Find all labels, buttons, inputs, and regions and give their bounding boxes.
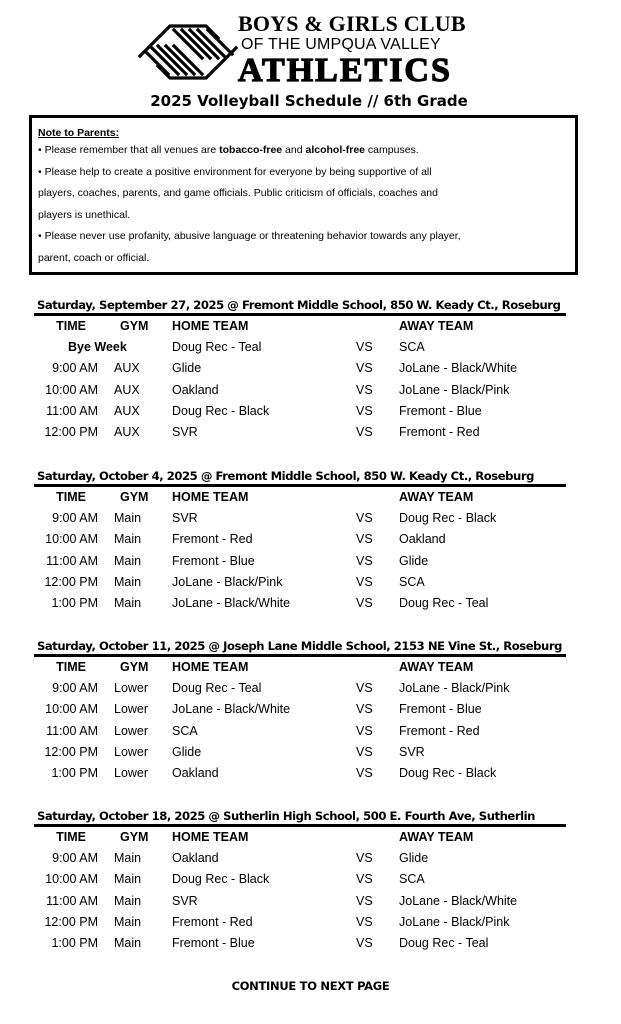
- section-title: Saturday, October 18, 2025 @ Sutherlin High School, 500 E. Fourth Ave, Sutherlin: [34, 808, 566, 827]
- handshake-icon: [136, 16, 240, 88]
- home-team: Doug Rec - Teal: [172, 340, 262, 355]
- game-time: 9:00 AM: [52, 851, 98, 866]
- away-team: SCA: [399, 574, 425, 589]
- away-team: JoLane - Black/Pink: [399, 681, 510, 696]
- game-gym: Main: [114, 511, 142, 526]
- game-time: 9:00 AM: [52, 681, 98, 696]
- home-team: Doug Rec - Black: [172, 872, 270, 887]
- game-row: [34, 358, 566, 379]
- game-time: 11:00 AM: [46, 723, 98, 738]
- game-gym: Lower: [114, 723, 149, 738]
- note-line: [38, 226, 571, 248]
- col-time: TIME: [56, 660, 86, 674]
- org-name: BOYS & GIRLS CLUB: [238, 11, 466, 36]
- game-time: 11:00 AM: [46, 403, 98, 418]
- game-row: [34, 891, 566, 912]
- away-team: SCA: [399, 340, 425, 355]
- home-team: Doug Rec - Black: [172, 403, 270, 418]
- game-time: 11:00 AM: [46, 553, 98, 568]
- game-gym: Lower: [114, 744, 149, 759]
- game-time: 10:00 AM: [45, 382, 98, 397]
- vs-label: VS: [356, 595, 373, 610]
- column-header-row: [34, 657, 566, 678]
- vs-label: VS: [356, 935, 373, 950]
- note-text: and: [282, 144, 306, 156]
- org-athletics: ATHLETICS: [238, 52, 452, 89]
- column-header-row: [34, 316, 566, 337]
- away-team: Fremont - Blue: [399, 702, 482, 717]
- away-team: Fremont - Red: [399, 723, 480, 738]
- game-time: 10:00 AM: [45, 532, 98, 547]
- game-row: [34, 529, 566, 550]
- home-team: SVR: [172, 511, 198, 526]
- vs-label: VS: [356, 914, 373, 929]
- game-row: [34, 508, 566, 529]
- away-team: Glide: [399, 553, 429, 568]
- col-gym: GYM: [120, 490, 149, 504]
- game-row: [34, 869, 566, 890]
- game-row: [34, 912, 566, 933]
- note-line: players is unethical.: [38, 208, 131, 221]
- home-team: JoLane - Black/White: [172, 595, 291, 610]
- bullet: •: [38, 165, 42, 178]
- bye-label: Bye Week: [68, 340, 127, 355]
- game-row: [34, 933, 566, 954]
- page-header: [0, 0, 621, 112]
- away-team: SVR: [399, 744, 425, 759]
- away-team: JoLane - Black/White: [399, 361, 518, 376]
- home-team: SVR: [172, 893, 198, 908]
- game-gym: Lower: [114, 681, 149, 696]
- away-team: Oakland: [399, 532, 446, 547]
- away-team: Doug Rec - Teal: [399, 935, 489, 950]
- section-title: Saturday, September 27, 2025 @ Fremont Middle School, 850 W. Keady Ct., Roseburg: [34, 297, 566, 316]
- home-team: Fremont - Blue: [172, 553, 255, 568]
- game-time: 1:00 PM: [51, 765, 98, 780]
- home-team: Oakland: [172, 851, 219, 866]
- vs-label: VS: [356, 532, 373, 547]
- note-to-parents: [29, 115, 578, 275]
- vs-label: VS: [356, 424, 373, 439]
- game-gym: AUX: [114, 361, 140, 376]
- vs-label: VS: [356, 744, 373, 759]
- note-line: parent, coach or official.: [38, 251, 150, 264]
- away-team: Doug Rec - Teal: [399, 595, 489, 610]
- schedule-section: [34, 808, 566, 954]
- game-time: 10:00 AM: [45, 702, 98, 717]
- col-gym: GYM: [120, 660, 149, 674]
- game-row: [34, 551, 566, 572]
- away-team: Doug Rec - Black: [399, 511, 497, 526]
- col-away: AWAY TEAM: [399, 319, 474, 333]
- bullet: •: [38, 230, 42, 242]
- page-title: [0, 91, 621, 111]
- col-gym: GYM: [120, 319, 149, 333]
- away-team: JoLane - Black/Pink: [399, 382, 510, 397]
- game-time: 9:00 AM: [52, 511, 98, 526]
- game-gym: Main: [114, 914, 142, 929]
- home-team: Fremont - Blue: [172, 935, 255, 950]
- game-row: [34, 699, 566, 720]
- away-team: JoLane - Black/White: [399, 893, 518, 908]
- vs-label: VS: [356, 511, 373, 526]
- game-row: [34, 593, 566, 614]
- game-time: 12:00 PM: [44, 744, 98, 759]
- game-row: [34, 763, 566, 784]
- schedule-section: [34, 297, 566, 443]
- game-row: [34, 572, 566, 593]
- vs-label: VS: [356, 553, 373, 568]
- col-home: HOME TEAM: [172, 660, 249, 674]
- home-team: SVR: [172, 424, 198, 439]
- col-gym: GYM: [120, 830, 149, 844]
- note-text: campuses.: [365, 144, 419, 156]
- game-time: 9:00 AM: [52, 361, 98, 376]
- org-subname: OF THE UMPQUA VALLEY: [241, 36, 441, 53]
- col-home: HOME TEAM: [172, 319, 249, 333]
- bye-row: [34, 337, 566, 358]
- vs-label: VS: [356, 681, 373, 696]
- vs-label: VS: [356, 382, 373, 397]
- game-row: [34, 422, 566, 443]
- page-title-text: 2025 Volleyball Schedule // 6th Grade: [150, 92, 468, 110]
- col-time: TIME: [56, 490, 86, 504]
- away-team: Fremont - Red: [399, 424, 480, 439]
- game-gym: Lower: [114, 765, 149, 780]
- note-text: Please never use profanity, abusive language or threatening behavior towards any player,: [41, 230, 461, 242]
- game-time: 12:00 PM: [44, 914, 98, 929]
- vs-label: VS: [356, 361, 373, 376]
- continue-next-page: CONTINUE TO NEXT PAGE: [231, 979, 390, 993]
- game-time: 1:00 PM: [51, 935, 98, 950]
- game-gym: AUX: [114, 403, 140, 418]
- col-time: TIME: [56, 830, 86, 844]
- vs-label: VS: [356, 702, 373, 717]
- note-text: Please help to create a positive environment for everyone by being supportive of all: [41, 165, 432, 178]
- home-team: JoLane - Black/Pink: [172, 574, 283, 589]
- game-row: [34, 401, 566, 422]
- game-row: [34, 848, 566, 869]
- game-gym: AUX: [114, 382, 140, 397]
- vs-label: VS: [356, 872, 373, 887]
- game-row: [34, 380, 566, 401]
- vs-label: VS: [356, 851, 373, 866]
- note-bold: tobacco-free: [219, 144, 283, 156]
- game-gym: Main: [114, 935, 142, 950]
- col-home: HOME TEAM: [172, 830, 249, 844]
- section-title: Saturday, October 11, 2025 @ Joseph Lane Middle School, 2153 NE Vine St., Roseburg: [34, 638, 566, 657]
- home-team: Fremont - Red: [172, 914, 253, 929]
- game-gym: Main: [114, 893, 142, 908]
- away-team: Fremont - Blue: [399, 403, 482, 418]
- home-team: Fremont - Red: [172, 532, 253, 547]
- note-bold: alcohol-free: [305, 144, 366, 156]
- game-time: 11:00 AM: [46, 893, 98, 908]
- game-gym: AUX: [114, 424, 140, 439]
- away-team: Glide: [399, 851, 429, 866]
- game-gym: Main: [114, 553, 142, 568]
- col-away: AWAY TEAM: [399, 660, 474, 674]
- game-row: [34, 721, 566, 742]
- home-team: Glide: [172, 361, 202, 376]
- col-home: HOME TEAM: [172, 490, 249, 504]
- vs-label: VS: [356, 403, 373, 418]
- game-time: 1:00 PM: [51, 595, 98, 610]
- game-gym: Main: [114, 595, 142, 610]
- vs-label: VS: [356, 340, 373, 355]
- col-away: AWAY TEAM: [399, 490, 474, 504]
- away-team: SCA: [399, 872, 425, 887]
- game-gym: Main: [114, 532, 142, 547]
- note-line: [38, 140, 571, 162]
- home-team: Glide: [172, 744, 202, 759]
- vs-label: VS: [356, 893, 373, 908]
- game-gym: Main: [114, 851, 142, 866]
- game-row: [34, 742, 566, 763]
- bullet: •: [38, 144, 42, 156]
- home-team: JoLane - Black/White: [172, 702, 291, 717]
- schedule-section: [34, 468, 566, 614]
- note-line: [38, 162, 571, 184]
- col-away: AWAY TEAM: [399, 830, 474, 844]
- game-gym: Lower: [114, 702, 149, 717]
- away-team: Doug Rec - Black: [399, 765, 497, 780]
- home-team: Oakland: [172, 382, 219, 397]
- vs-label: VS: [356, 574, 373, 589]
- game-time: 12:00 PM: [44, 424, 98, 439]
- note-line: players, coaches, parents, and game officials. Public criticism of officials, coaches and: [38, 187, 438, 199]
- note-text: Please remember that all venues are: [41, 144, 220, 156]
- col-time: TIME: [56, 319, 86, 333]
- game-gym: Main: [114, 872, 142, 887]
- schedule-section: [34, 638, 566, 784]
- column-header-row: [34, 827, 566, 848]
- away-team: JoLane - Black/Pink: [399, 914, 510, 929]
- home-team: SCA: [172, 723, 198, 738]
- home-team: Oakland: [172, 765, 219, 780]
- game-row: [34, 678, 566, 699]
- game-time: 10:00 AM: [45, 872, 98, 887]
- column-header-row: [34, 487, 566, 508]
- note-title: Note to Parents:: [38, 127, 120, 139]
- game-gym: Main: [114, 574, 142, 589]
- vs-label: VS: [356, 723, 373, 738]
- vs-label: VS: [356, 765, 373, 780]
- section-title: Saturday, October 4, 2025 @ Fremont Middle School, 850 W. Keady Ct., Roseburg: [34, 468, 566, 487]
- home-team: Doug Rec - Teal: [172, 681, 262, 696]
- game-time: 12:00 PM: [44, 574, 98, 589]
